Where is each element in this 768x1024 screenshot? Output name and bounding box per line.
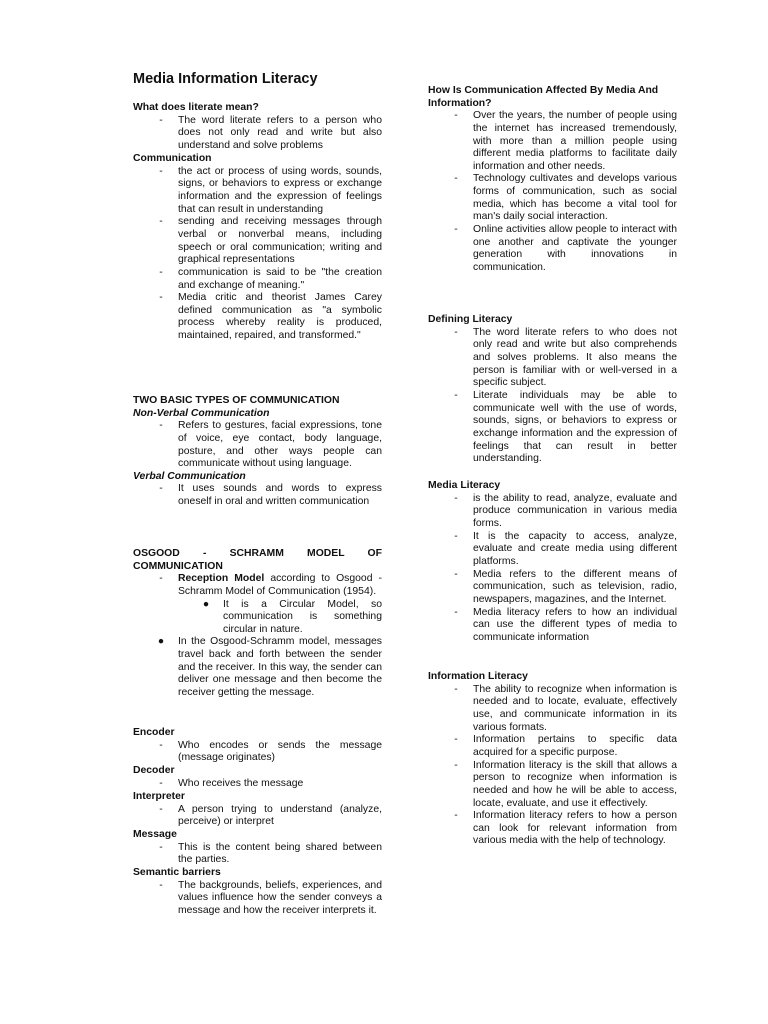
list-item: - The ability to recognize when information is needed and to locate, evaluate, effectively use, and communicate information in its various formats. — [428, 684, 677, 735]
dash-marker: - — [454, 389, 458, 401]
section-heading: Information Literacy — [428, 671, 528, 682]
dash-marker: - — [159, 266, 163, 278]
section-information-literacy — [428, 671, 677, 848]
bullet-marker: ● — [157, 636, 165, 648]
list-item: - Information literacy refers to how a person can look for relevant information from various media with the help of technology. — [428, 810, 677, 848]
section-heading: TWO BASIC TYPES OF COMMUNICATION — [133, 395, 340, 406]
section-heading: Communication — [133, 153, 212, 164]
dash-marker: - — [454, 530, 458, 542]
dash-marker: - — [454, 568, 458, 580]
dash-marker: - — [454, 606, 458, 618]
section-encoder — [133, 727, 382, 765]
dash-marker: - — [454, 759, 458, 771]
list-item: - The word literate refers to who does not only read and write but also comprehends and solves problems. It also means the person is familiar with or well-versed in a specific subject. — [428, 327, 677, 390]
dash-marker: - — [159, 879, 163, 891]
list-item: - communication is said to be "the creation and exchange of meaning." — [133, 267, 382, 292]
list-item: - Media refers to the different means of communication, such as television, radio, newspapers, magazines, and the Internet. — [428, 569, 677, 607]
section-semantic-barriers — [133, 867, 382, 918]
section-media-literacy — [428, 480, 677, 644]
dash-marker: - — [159, 841, 163, 853]
list-item: - Technology cultivates and develops various forms of communication, such as social media, which has become a vital tool for man's daily social interaction. — [428, 173, 677, 224]
list-item: - Information literacy is the skill that allows a person to recognize when information is needed and how he will be able to access, locate, evaluate, and use it effectively. — [428, 760, 677, 811]
section-heading: Interpreter — [133, 791, 185, 802]
list-item: ● In the Osgood-Schramm model, messages travel back and forth between the sender and the receiver. In this way, the sender can deliver one message and then become the receiver getting the message. — [133, 636, 382, 699]
list-item: - is the ability to read, analyze, evaluate and produce communication in various media forms. — [428, 493, 677, 531]
dash-marker: - — [159, 420, 163, 432]
section-affected — [428, 85, 677, 275]
dash-marker: - — [159, 777, 163, 789]
dash-marker: - — [454, 810, 458, 822]
list-item: - It is the capacity to access, analyze, evaluate and create media using different platforms. — [428, 531, 677, 569]
dash-marker: - — [454, 683, 458, 695]
dash-marker: - — [454, 224, 458, 236]
list-item: - This is the content being shared between the parties. — [133, 842, 382, 867]
subsection-heading: Verbal Communication — [133, 470, 246, 482]
dash-marker: - — [159, 114, 163, 126]
dash-marker: - — [454, 110, 458, 122]
section-heading: Encoder — [133, 727, 175, 738]
list-item: - the act or process of using words, sounds, signs, or behaviors to express or exchange information and the expression of feelings that can result in understanding — [133, 166, 382, 217]
section-message — [133, 829, 382, 867]
list-item: - Who receives the message — [133, 778, 382, 791]
section-types — [133, 395, 382, 509]
list-item: - Online activities allow people to interact with one another and captivate the younger generation with innovations in communication. — [428, 224, 677, 275]
section-heading: What does literate mean? — [133, 102, 259, 113]
dash-marker: - — [159, 165, 163, 177]
document-title: Media Information Literacy — [133, 71, 318, 87]
bullet-marker: ● — [202, 598, 210, 610]
list-item: - Over the years, the number of people using the internet has increased tremendously, with more than a million people using different media platforms to facilitate daily information and other needs. — [428, 110, 677, 173]
dash-marker: - — [159, 739, 163, 751]
section-heading: How Is Communication Affected By Media And Information? — [428, 85, 659, 109]
section-heading: Decoder — [133, 765, 175, 776]
section-literate — [133, 102, 382, 153]
section-decoder — [133, 765, 382, 790]
list-item: - Information pertains to specific data acquired for a specific purpose. — [428, 734, 677, 759]
list-item: ● It is a Circular Model, so communication is something circular in nature. — [133, 599, 382, 637]
section-heading: Semantic barriers — [133, 867, 221, 878]
section-communication — [133, 153, 382, 343]
section-heading: OSGOOD - SCHRAMM MODEL OF COMMUNICATION — [133, 548, 382, 572]
list-item: - The backgrounds, beliefs, experiences, and values influence how the sender conveys a message and how the receiver interprets it. — [133, 880, 382, 918]
list-item: - Who encodes or sends the message (message originates) — [133, 740, 382, 765]
list-item: - It uses sounds and words to express oneself in oral and written communication — [133, 483, 382, 508]
dash-marker: - — [159, 216, 163, 228]
list-item: - Reception Model according to Osgood - Schramm Model of Communication (1954). — [133, 573, 382, 598]
section-heading: Defining Literacy — [428, 314, 513, 325]
section-defining-literacy — [428, 314, 677, 466]
list-item: - Refers to gestures, facial expressions, tone of voice, eye contact, body language, posture, and other ways people can communicate without using language. — [133, 420, 382, 471]
section-heading: Media Literacy — [428, 480, 501, 491]
list-item: - Literate individuals may be able to communicate well with the use of words, sounds, signs, or behaviors to express or exchange information and the expression of feelings that can result in better understanding. — [428, 390, 677, 466]
dash-marker: - — [159, 573, 163, 585]
list-item: - sending and receiving messages through verbal or nonverbal means, including speech or oral communication; writing and graphical representations — [133, 216, 382, 267]
list-item: - The word literate refers to a person who does not only read and write but also understand and solve problems — [133, 115, 382, 153]
list-item: - A person trying to understand (analyze, perceive) or interpret — [133, 804, 382, 829]
dash-marker: - — [159, 292, 163, 304]
section-osgood — [133, 548, 382, 700]
list-item: - Media critic and theorist James Carey defined communication as "a symbolic process whereby reality is produced, maintained, repaired, and transformed." — [133, 292, 382, 343]
dash-marker: - — [159, 483, 163, 495]
list-item: - Media literacy refers to how an individual can use the different types of media to communicate information — [428, 607, 677, 645]
section-interpreter — [133, 791, 382, 829]
dash-marker: - — [454, 173, 458, 185]
reception-model-term: Reception Model — [178, 573, 265, 585]
dash-marker: - — [454, 734, 458, 746]
dash-marker: - — [454, 326, 458, 338]
dash-marker: - — [159, 803, 163, 815]
section-heading: Message — [133, 829, 177, 840]
subsection-heading: Non-Verbal Communication — [133, 407, 270, 419]
dash-marker: - — [454, 492, 458, 504]
